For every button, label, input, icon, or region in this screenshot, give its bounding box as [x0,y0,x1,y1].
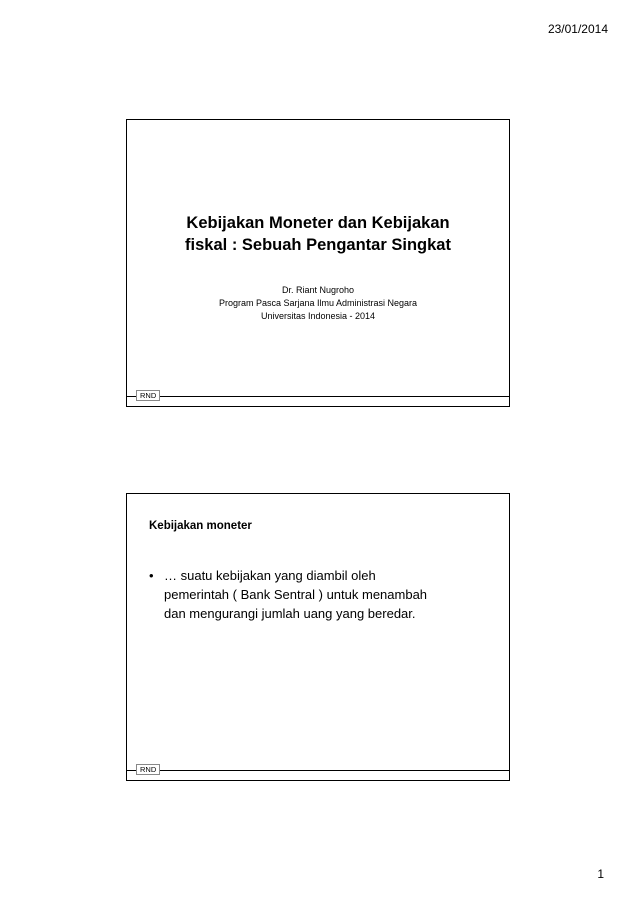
slide-footer-label: RND [136,764,160,775]
page-date: 23/01/2014 [547,22,608,36]
page-number: 1 [597,867,604,881]
institution-name: Universitas Indonesia - 2014 [260,311,376,321]
slide-title-line-2: fiskal : Sebuah Pengantar Singkat [185,236,451,254]
slide-1 [126,119,510,407]
program-name: Program Pasca Sarjana Ilmu Administrasi Negara [218,298,418,308]
slide-title [127,212,509,256]
bullet-item [149,566,494,623]
slide-title-line-1: Kebijakan Moneter dan Kebijakan [186,214,450,232]
slide-subtitle [127,284,509,323]
bullet-line-1: … suatu kebijakan yang diambil oleh [164,568,376,583]
slide-heading: Kebijakan moneter [149,520,252,532]
slide-footer-divider [127,396,509,397]
bullet-line-2: pemerintah ( Bank Sentral ) untuk menambah [164,587,428,602]
slide-footer-divider [127,770,509,771]
slide-footer-label: RND [136,390,160,401]
bullet-symbol: • [149,568,154,583]
bullet-line-3: dan mengurangi jumlah uang yang beredar. [164,606,416,621]
bullet-text [164,566,494,623]
author-name: Dr. Riant Nugroho [281,285,355,295]
slide-2 [126,493,510,781]
